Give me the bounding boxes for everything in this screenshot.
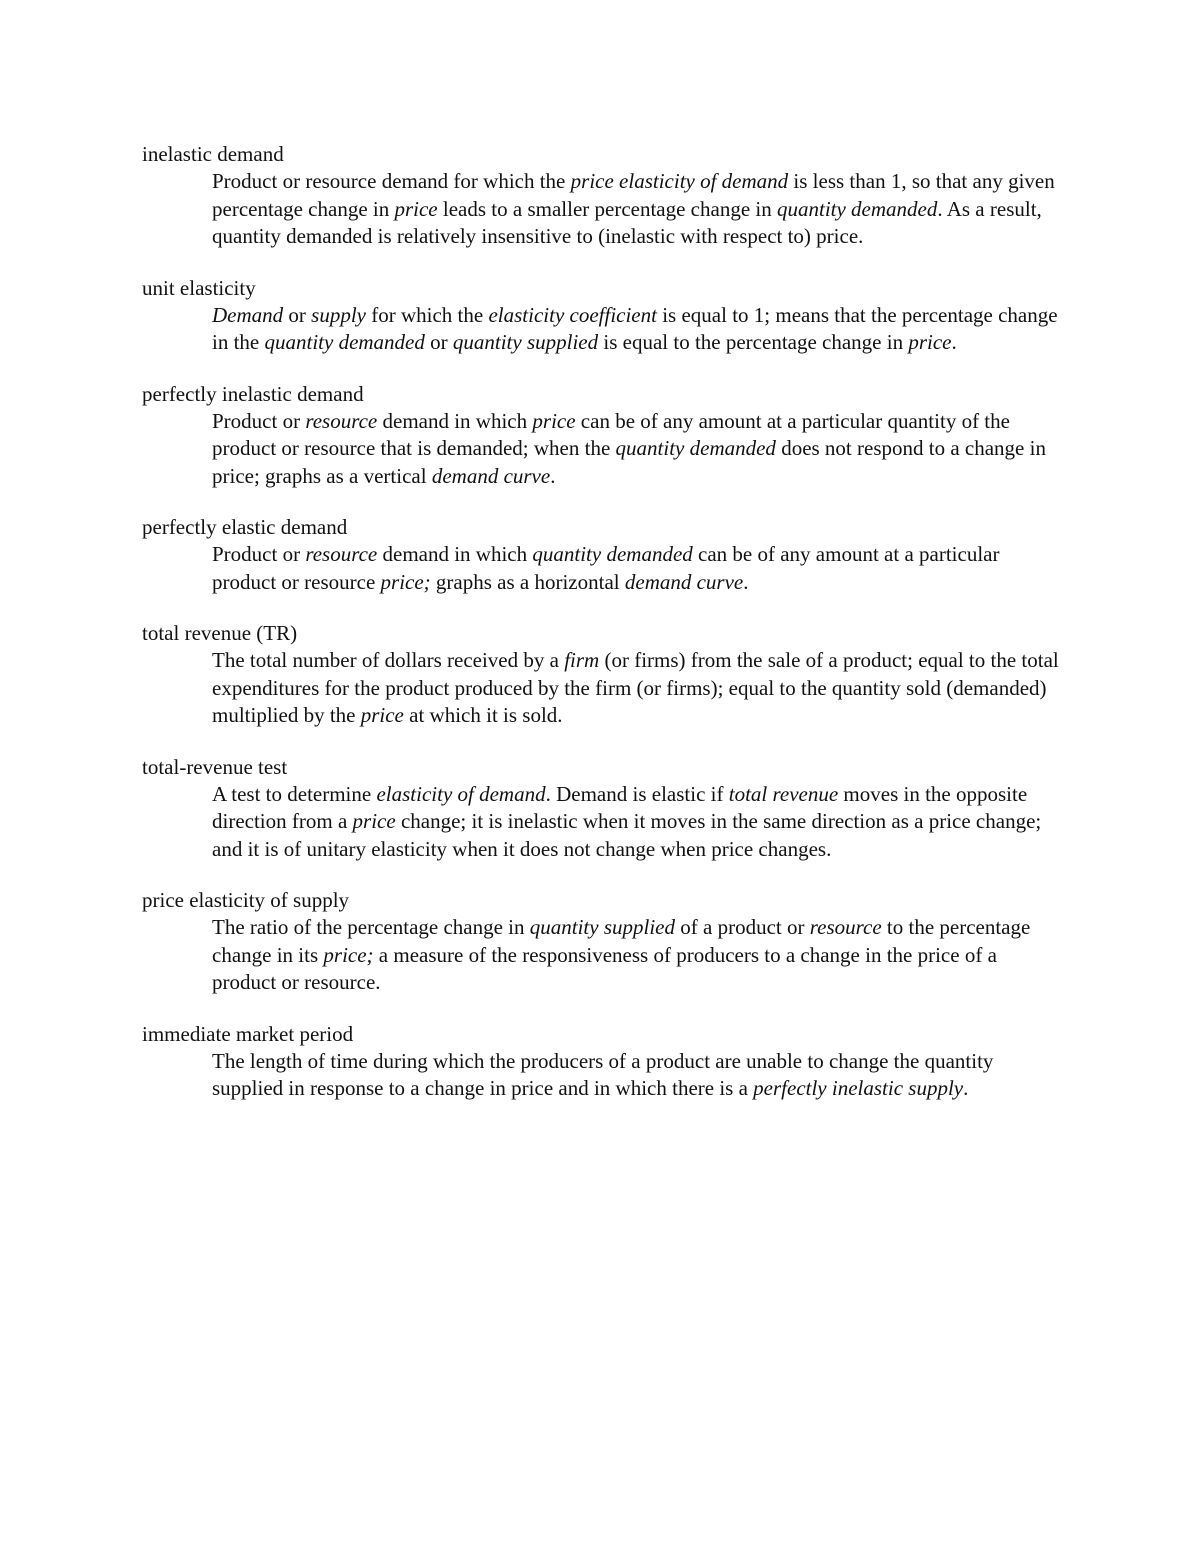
definition-text: demand in which (377, 408, 533, 433)
definition-italic-text: price elasticity of demand (570, 169, 789, 193)
definition-italic-text: quantity supplied (452, 330, 599, 354)
definition-text: The ratio of the percentage change in (212, 915, 530, 939)
glossary-definition (212, 541, 1062, 596)
glossary-entry (142, 753, 1072, 864)
definition-text: (or firms) from the sale of a product; equal to the total expenditures for the product produced by the firm (or firms); equal to the quantity sold (demanded) multiplied by the (212, 648, 1059, 727)
definition-text: to the percentage change in its (212, 915, 1031, 967)
definition-text: Product or (212, 408, 306, 433)
glossary-entry (142, 513, 1072, 596)
glossary-definition (212, 914, 1062, 997)
definition-italic-text: price (532, 408, 576, 433)
definition-text: a measure of the responsiveness of producers to a change in the price of a product or resource. (212, 942, 997, 994)
definition-italic-text: quantity demanded (776, 196, 938, 221)
definition-italic-text: resource (809, 915, 882, 939)
definition-text: is equal to 1; means that the percentage change in the (212, 302, 1058, 354)
definition-text: does not respond to a change in price; graphs as a vertical (212, 436, 1046, 488)
definition-text: of a product or (675, 915, 810, 939)
definition-text: Product or resource demand for which the (212, 169, 571, 193)
glossary-entry (142, 380, 1072, 491)
glossary-definition (212, 647, 1062, 730)
glossary-definition (212, 302, 1062, 357)
definition-text: . (951, 330, 957, 354)
definition-text: . Demand is elastic if (545, 781, 729, 806)
definition-italic-text: quantity demanded (615, 436, 776, 460)
definition-italic-text: demand curve (431, 463, 551, 488)
definition-text: or (283, 302, 312, 327)
definition-text: at which it is sold. (403, 703, 563, 727)
definition-text: moves in the opposite direction from a (212, 781, 1028, 833)
definition-text: can be of any amount at a particular quantity of the product or resource that is demanded; when the (212, 408, 1010, 460)
definition-text: for which the (365, 302, 489, 327)
definition-italic-text: elasticity of demand (376, 781, 546, 806)
glossary-entry (142, 619, 1072, 730)
glossary-definition (212, 781, 1062, 864)
glossary-term: immediate market period (142, 1021, 354, 1046)
glossary-term: total-revenue test (142, 754, 288, 779)
glossary-definition (212, 408, 1062, 491)
definition-italic-text: total revenue (728, 781, 839, 806)
definition-italic-text: price; (323, 942, 374, 967)
definition-text: graphs as a horizontal (430, 569, 625, 594)
definition-text: is equal to the percentage change in (598, 330, 909, 354)
definition-italic-text: demand curve (624, 569, 744, 594)
definition-italic-text: price (394, 196, 438, 221)
definition-italic-text: firm (564, 648, 600, 672)
definition-text: The total number of dollars received by a (212, 648, 565, 672)
glossary-term: perfectly elastic demand (142, 515, 348, 539)
definition-text: change; it is inelastic when it moves in the same direction as a price change; and it is of unitary elasticity when it does not change when price changes. (212, 809, 1042, 861)
definition-text: . (963, 1076, 969, 1100)
definition-text: is less than 1, so that any given percentage change in (212, 169, 1055, 221)
definition-italic-text: elasticity coefficient (488, 302, 657, 327)
glossary-term: perfectly inelastic demand (142, 381, 364, 406)
glossary-entry (142, 274, 1072, 357)
definition-italic-text: price (908, 330, 952, 354)
definition-text: Product or (212, 542, 306, 566)
glossary-entry (142, 886, 1072, 997)
glossary-term: price elasticity of supply (142, 888, 350, 912)
definition-text: The length of time during which the producers of a product are unable to change the quantity supplied in response to a change in price and in which there is a (212, 1048, 994, 1100)
definition-italic-text: quantity demanded (264, 330, 425, 354)
definition-text: . As a result, quantity demanded is relatively insensitive to (inelastic with respect to) price. (212, 196, 1042, 248)
glossary-term: unit elasticity (142, 275, 256, 300)
glossary-term: total revenue (TR) (142, 621, 298, 645)
glossary-entry (142, 1020, 1072, 1103)
definition-italic-text: quantity supplied (529, 915, 676, 939)
glossary-definition (212, 168, 1062, 251)
definition-text: A test to determine (212, 781, 377, 806)
glossary-entry (142, 140, 1072, 251)
glossary-list (142, 140, 1072, 1103)
definition-italic-text: price (352, 809, 396, 833)
glossary-page (142, 140, 1072, 1126)
definition-text: can be of any amount at a particular product or resource (212, 542, 1000, 594)
definition-italic-text: Demand (212, 302, 284, 327)
definition-text: . (550, 463, 556, 488)
definition-text: or (424, 330, 453, 354)
definition-italic-text: price; (380, 569, 431, 594)
definition-italic-text: price (360, 703, 404, 727)
definition-text: . (743, 569, 749, 594)
definition-italic-text: supply (311, 302, 366, 327)
definition-text: demand in which (377, 542, 533, 566)
definition-italic-text: perfectly inelastic supply (753, 1076, 964, 1100)
glossary-definition (212, 1048, 1062, 1103)
definition-italic-text: quantity demanded (532, 542, 693, 566)
definition-italic-text: resource (305, 408, 378, 433)
definition-italic-text: resource (305, 542, 378, 566)
glossary-term: inelastic demand (142, 142, 284, 166)
definition-text: leads to a smaller percentage change in (437, 196, 777, 221)
